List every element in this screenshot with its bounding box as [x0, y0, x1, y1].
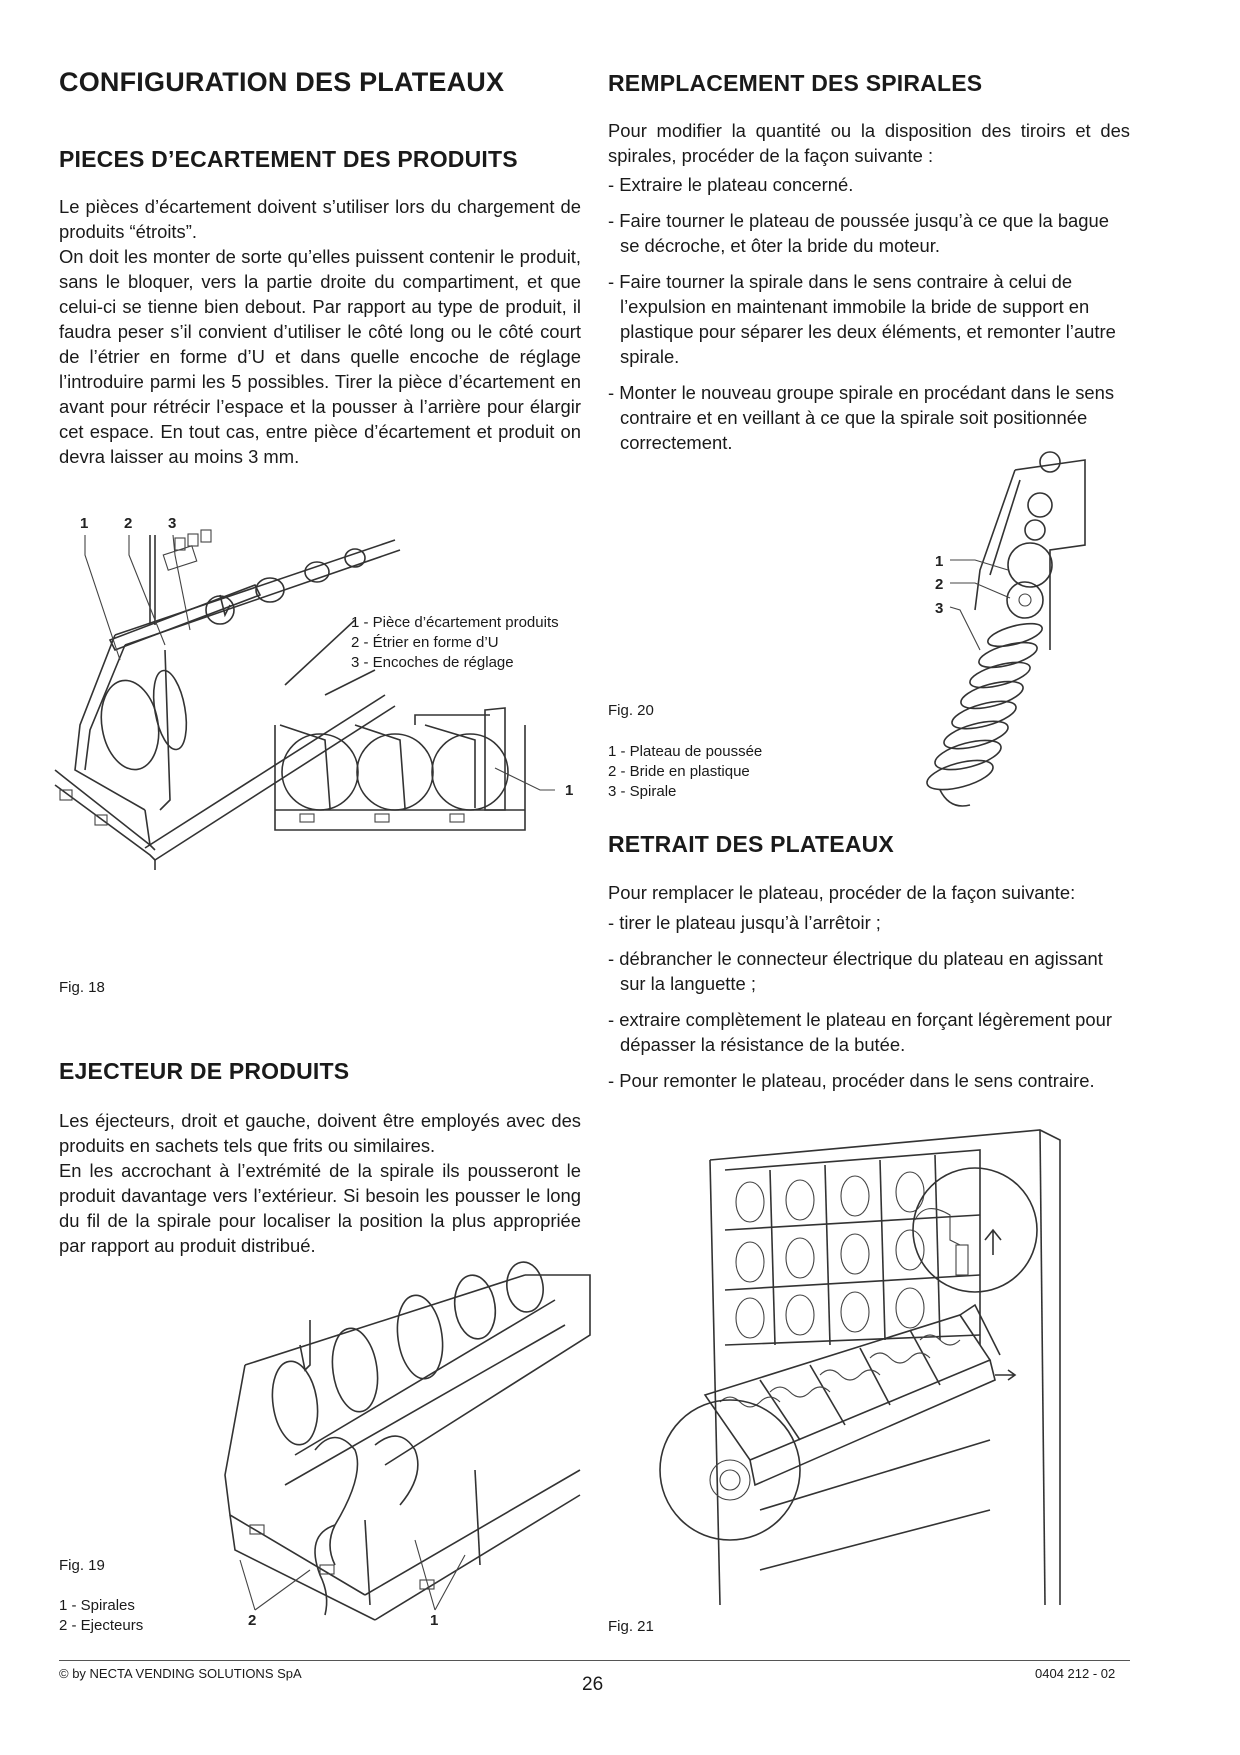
spirales-step-3: - Faire tourner la spirale dans le sens contraire à celui de l’expulsion en maintenant immobile la bride de support en plastique pour séparer les deux éléments, et remonter l’autre spirale. — [608, 271, 1116, 367]
fig20-spiral-illustration — [924, 452, 1085, 806]
retrait-intro: Pour remplacer le plateau, procéder de la façon suivante: — [608, 882, 1076, 903]
fig18-legend-item-1: 1 - Pièce d’écartement produits — [351, 614, 559, 631]
spirales-intro: Pour modifier la quantité ou la disposition des tiroirs et des spirales, procéder de la façon suivante : — [608, 120, 1130, 166]
section-heading-spirales: REMPLACEMENT DES SPIRALES — [608, 70, 983, 96]
retrait-step-2: - débrancher le connecteur électrique du plateau en agissant sur la languette ; — [608, 948, 1103, 994]
pieces-paragraph-2: On doit les monter de sorte qu’elles puissent contenir le produit, sans le bloquer, vers la partie droite du compartiment, et que celui-ci se tienne bien debout. Par rapport au type de produit, il faudra peser s’il convient d’utiliser le côté long ou le côté court de l’étrier en forme d’U et dans quelle encoche de réglage l’introduire parmi les 5 possibles. Tirer la pièce d’écartement en avant pour rétrécir l’espace et la pousser à l’arrière pour élargir cet espace. En tout cas, entre pièce d’écartement et produit on devra laisser au moins 3 mm. — [59, 246, 581, 467]
fig19-label: Fig. 19 — [59, 1557, 105, 1574]
fig18-callout-2: 2 — [124, 515, 133, 532]
spirales-step-2: - Faire tourner le plateau de poussée jusqu’à ce que la bague se décroche, et ôter la bride du moteur. — [608, 210, 1109, 256]
spirales-step-4: - Monter le nouveau groupe spirale en procédant dans le sens contraire et en veillant à ce que la spirale soit positionnée correctement. — [608, 382, 1115, 453]
ejecteur-paragraph-2: En les accrochant à l’extrémité de la spirale ils pousseront le produit davantage vers l’extérieur. Si besoin les pousser le long du fil de la spirale pour localiser la position la plus appropriée par rapport au produit distribué. — [59, 1160, 581, 1256]
fig19-tray-illustration — [225, 1260, 590, 1620]
fig19-legend-item-2: 2 - Ejecteurs — [59, 1617, 144, 1634]
fig20-legend — [608, 742, 762, 802]
fig18-detail-illustration — [275, 708, 555, 830]
fig19-callout-1: 1 — [430, 1612, 439, 1629]
fig20-callout-3: 3 — [935, 600, 944, 617]
fig19-legend — [59, 1596, 143, 1636]
fig20-legend-item-3: 3 - Spirale — [608, 783, 677, 800]
fig18-label: Fig. 18 — [59, 979, 105, 996]
fig20-callout-1: 1 — [935, 553, 944, 570]
fig19-callout-2: 2 — [248, 1612, 257, 1629]
fig21-cabinet-illustration — [660, 1130, 1060, 1605]
fig19-drawing — [225, 1275, 595, 1629]
page-number: 26 — [582, 1674, 604, 1695]
retrait-step-3: - extraire complètement le plateau en forçant légèrement pour dépasser la résistance de la butée. — [608, 1009, 1112, 1055]
fig20-drawing — [920, 450, 1100, 815]
fig18-drawing — [55, 510, 595, 930]
section-heading-pieces: PIECES D’ECARTEMENT DES PRODUITS — [59, 146, 518, 172]
ejecteur-paragraph-1: Les éjecteurs, droit et gauche, doivent être employés avec des produits en sachets tels que frits ou similaires. — [59, 1110, 581, 1156]
fig18-legend-item-3: 3 - Encoches de réglage — [351, 654, 514, 671]
fig19-callout-lines — [240, 1540, 465, 1610]
section-heading-retrait: RETRAIT DES PLATEAUX — [608, 831, 894, 857]
fig20-legend-item-2: 2 - Bride en plastique — [608, 763, 750, 780]
spirales-steps — [608, 172, 1130, 466]
section-heading-ejecteur: EJECTEUR DE PRODUITS — [59, 1058, 350, 1084]
fig19-legend-item-1: 1 - Spirales — [59, 1597, 135, 1614]
fig18-legend — [351, 613, 559, 673]
retrait-steps — [608, 910, 1130, 1104]
footer-copyright: © by NECTA VENDING SOLUTIONS SpA — [59, 1666, 302, 1681]
fig20-callout-2: 2 — [935, 576, 944, 593]
fig20-label: Fig. 20 — [608, 702, 654, 719]
fig18-legend-item-2: 2 - Étrier en forme d’U — [351, 634, 499, 651]
fig18-tray-illustration — [55, 530, 400, 870]
retrait-step-1: - tirer le plateau jusqu’à l’arrêtoir ; — [608, 912, 881, 933]
fig18-callout-1: 1 — [80, 515, 89, 532]
ejecteur-text — [59, 1108, 581, 1258]
fig20-legend-item-1: 1 - Plateau de poussée — [608, 743, 763, 760]
fig21-drawing — [660, 1130, 1120, 1605]
retrait-step-4: - Pour remonter le plateau, procéder dans le sens contraire. — [608, 1070, 1095, 1091]
footer-rule — [59, 1660, 1130, 1661]
page-title: CONFIGURATION DES PLATEAUX — [59, 67, 505, 97]
fig18-callout-3: 3 — [168, 515, 177, 532]
pieces-paragraph-1: Le pièces d’écartement doivent s’utiliser lors du chargement de produits “étroits”. — [59, 196, 581, 242]
spirales-step-1: - Extraire le plateau concerné. — [608, 174, 854, 195]
pieces-text — [59, 194, 581, 469]
document-code: 0404 212 - 02 — [1035, 1666, 1116, 1681]
fig18-detail-callout: 1 — [565, 782, 574, 799]
fig21-label: Fig. 21 — [608, 1618, 654, 1635]
